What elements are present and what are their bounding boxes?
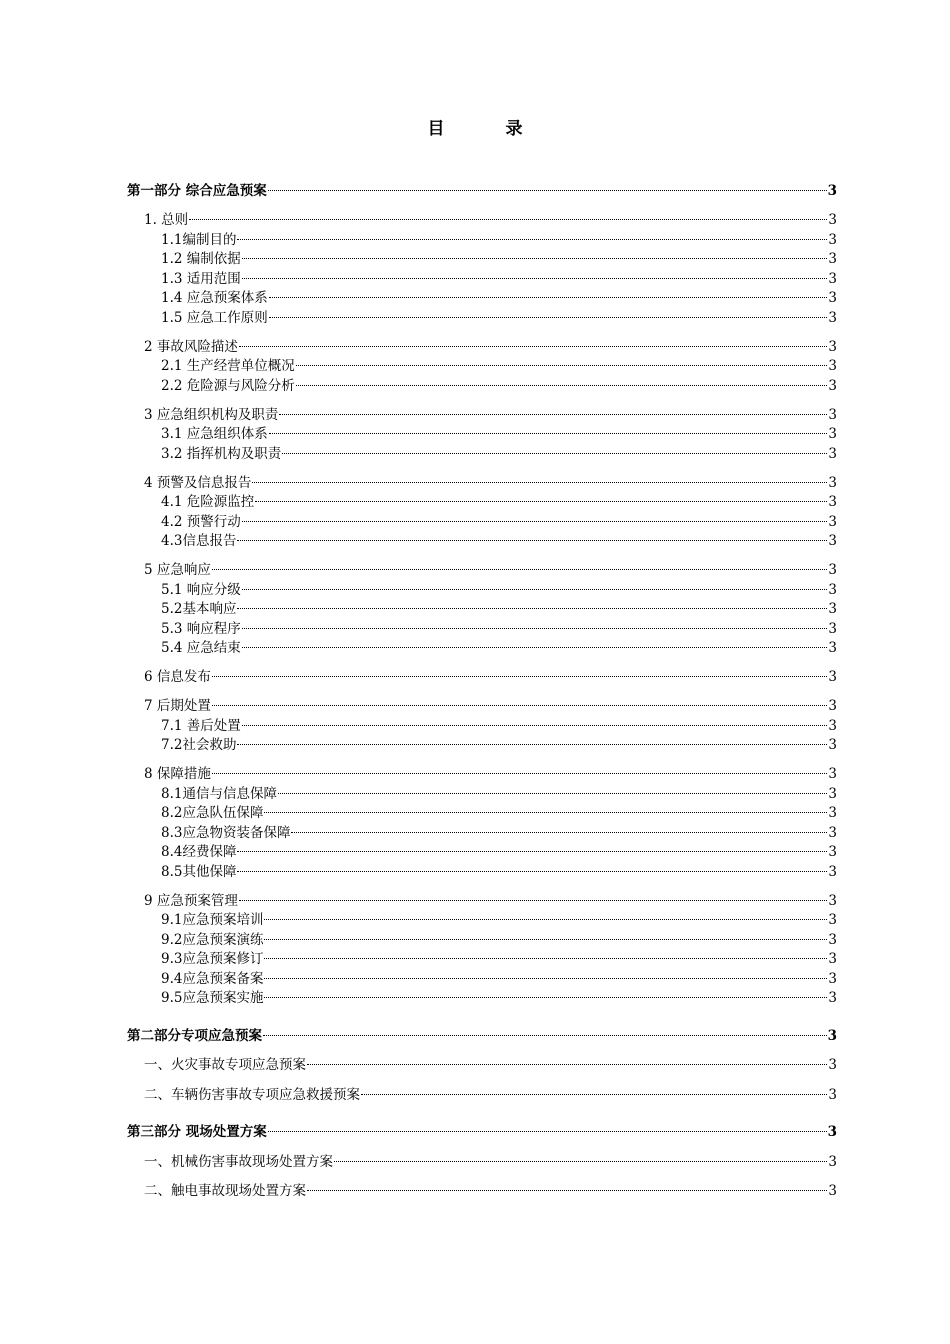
- toc-entry-label: 5.2基本响应: [161, 601, 237, 617]
- toc-dot-leader: [282, 453, 827, 454]
- toc-dot-leader: [239, 346, 828, 347]
- toc-entry-label: 1.5 应急工作原则: [161, 309, 268, 326]
- toc-dot-leader: [237, 239, 827, 240]
- toc-page-number: 3: [828, 1086, 837, 1103]
- toc-entry[interactable]: [127, 1086, 837, 1106]
- toc-entry[interactable]: [127, 931, 837, 951]
- toc-page-number: 3: [828, 406, 837, 423]
- toc-page-number: 3: [828, 951, 837, 967]
- toc-entry[interactable]: [127, 639, 837, 659]
- toc-entry-label: 第三部分 现场处置方案: [127, 1124, 267, 1140]
- toc-entry[interactable]: [127, 493, 837, 513]
- toc-entry-label: 9.2应急预案演练: [161, 931, 264, 948]
- toc-page-number: 3: [827, 183, 837, 199]
- toc-dot-leader: [237, 744, 827, 745]
- toc-entry-label: 7.2社会救助: [161, 737, 237, 753]
- toc-dot-leader: [237, 540, 827, 541]
- toc-entry[interactable]: [127, 406, 837, 426]
- toc-page-number: 3: [828, 737, 837, 753]
- toc-entry[interactable]: [127, 668, 837, 688]
- toc-page-number: 3: [828, 270, 837, 287]
- toc-page-number: 3: [828, 717, 837, 734]
- toc-entry[interactable]: [127, 270, 837, 290]
- toc-page-number: 3: [828, 931, 837, 948]
- toc-entry[interactable]: [127, 736, 837, 756]
- toc-dot-leader: [255, 501, 827, 502]
- toc-page-number: 3: [828, 309, 837, 326]
- toc-entry[interactable]: [127, 445, 837, 465]
- toc-entry-label: 4.3信息报告: [161, 533, 237, 549]
- toc-entry[interactable]: [127, 892, 837, 912]
- toc-dot-leader: [279, 414, 827, 415]
- toc-page-number: 3: [828, 844, 837, 860]
- toc-entry[interactable]: [127, 697, 837, 717]
- toc-dot-leader: [269, 433, 828, 434]
- toc-dot-leader: [264, 958, 827, 959]
- toc-dot-leader: [242, 647, 828, 648]
- toc-dot-leader: [242, 521, 828, 522]
- toc-entry[interactable]: [127, 425, 837, 445]
- toc-entry[interactable]: [127, 532, 837, 552]
- toc-page-number: 3: [828, 698, 837, 714]
- toc-entry[interactable]: [127, 911, 837, 931]
- toc-page-number: 3: [828, 494, 837, 510]
- toc-page-number: 3: [828, 912, 837, 928]
- toc-dot-leader: [291, 832, 827, 833]
- toc-dot-leader: [242, 589, 828, 590]
- toc-entry-label: 1.3 适用范围: [161, 270, 241, 287]
- toc-page-number: 3: [828, 1153, 837, 1170]
- toc-entry-label: 一、机械伤害事故现场处置方案: [144, 1153, 333, 1170]
- toc-entry-label: 9.3应急预案修订: [161, 951, 264, 967]
- toc-entry-label: 2 事故风险描述: [144, 338, 238, 355]
- toc-dot-leader: [242, 258, 828, 259]
- toc-entry-label: 4 预警及信息报告: [144, 474, 252, 491]
- toc-page-number: 3: [827, 1027, 837, 1044]
- toc-dot-leader: [361, 1094, 827, 1095]
- toc-entry[interactable]: [127, 824, 837, 844]
- toc-page-number: 3: [828, 212, 837, 228]
- toc-entry-label: 4.1 危险源监控: [161, 494, 255, 510]
- toc-entry[interactable]: [127, 474, 837, 494]
- toc-entry[interactable]: [127, 843, 837, 863]
- toc-entry[interactable]: [127, 804, 837, 824]
- toc-entry-label: 8.3应急物资装备保障: [161, 824, 291, 841]
- toc-page-number: 3: [828, 620, 837, 637]
- toc-page-number: 3: [828, 824, 837, 841]
- toc-dot-leader: [237, 851, 827, 852]
- toc-dot-leader: [307, 1064, 827, 1065]
- toc-entry-label: 第一部分 综合应急预案: [127, 183, 267, 199]
- toc-entry[interactable]: [127, 950, 837, 970]
- toc-entry[interactable]: [127, 765, 837, 785]
- toc-entry-label: 二、车辆伤害事故专项应急救援预案: [144, 1086, 360, 1103]
- toc-entry-label: 2.2 危险源与风险分析: [161, 377, 295, 394]
- toc-entry-label: 3 应急组织机构及职责: [144, 406, 279, 423]
- toc-page-number: 3: [827, 1124, 837, 1140]
- toc-entry[interactable]: [127, 863, 837, 883]
- toc-dot-leader: [263, 1035, 827, 1036]
- toc-entry-label: 5.1 响应分级: [161, 581, 241, 598]
- toc-page-number: 3: [828, 231, 837, 248]
- toc-dot-leader: [269, 297, 828, 298]
- toc-entry-label: 1.1编制目的: [161, 231, 237, 248]
- toc-entry-label: 8.2应急队伍保障: [161, 805, 264, 821]
- toc-entry[interactable]: [127, 357, 837, 377]
- toc-entry[interactable]: [127, 1123, 837, 1143]
- toc-entry-label: 8.1通信与信息保障: [161, 785, 277, 802]
- toc-entry-label: 8 保障措施: [144, 766, 211, 782]
- toc-dot-leader: [212, 676, 828, 677]
- toc-entry[interactable]: [127, 1027, 837, 1047]
- toc-page-number: 3: [828, 251, 837, 267]
- toc-entry-label: 1.4 应急预案体系: [161, 290, 268, 306]
- toc-dot-leader: [237, 608, 827, 609]
- toc-dot-leader: [264, 812, 827, 813]
- toc-entry-label: 一、火灾事故专项应急预案: [144, 1057, 306, 1073]
- toc-entry-label: 9 应急预案管理: [144, 892, 238, 909]
- toc-page-number: 3: [828, 377, 837, 394]
- toc-page-number: 3: [828, 581, 837, 598]
- toc-entry-label: 4.2 预警行动: [161, 513, 241, 530]
- toc-dot-leader: [212, 773, 828, 774]
- toc-page-number: 3: [828, 474, 837, 491]
- toc-dot-leader: [242, 278, 828, 279]
- toc-page-number: 3: [828, 669, 837, 685]
- toc-entry[interactable]: [127, 561, 837, 581]
- toc-dot-leader: [237, 871, 827, 872]
- toc-dot-leader: [296, 365, 828, 366]
- toc-dot-leader: [252, 482, 827, 483]
- toc-page-number: 3: [828, 766, 837, 782]
- toc-entry-label: 9.4应急预案备案: [161, 970, 264, 987]
- toc-entry-label: 第二部分专项应急预案: [127, 1027, 262, 1044]
- toc-page-number: 3: [828, 358, 837, 374]
- toc-dot-leader: [242, 725, 828, 726]
- toc-dot-leader: [242, 628, 828, 629]
- toc-entry-label: 2.1 生产经营单位概况: [161, 358, 295, 374]
- toc-entry[interactable]: [127, 338, 837, 358]
- toc-dot-leader: [268, 1131, 827, 1132]
- toc-entry[interactable]: [127, 250, 837, 270]
- toc-dot-leader: [269, 317, 828, 318]
- toc-entry-label: 5.3 响应程序: [161, 620, 241, 637]
- toc-dot-leader: [268, 190, 827, 191]
- toc-entry[interactable]: [127, 989, 837, 1009]
- toc-entry[interactable]: [127, 620, 837, 640]
- toc-entry[interactable]: [127, 600, 837, 620]
- toc-entry[interactable]: [127, 377, 837, 397]
- toc-page-number: 3: [828, 785, 837, 802]
- toc-entry[interactable]: [127, 1182, 837, 1202]
- toc-dot-leader: [278, 793, 827, 794]
- toc-dot-leader: [296, 385, 828, 386]
- toc-entry-label: 8.4经费保障: [161, 844, 237, 860]
- toc-page-number: 3: [828, 805, 837, 821]
- toc-page-number: 3: [828, 892, 837, 909]
- toc-dot-leader: [264, 939, 827, 940]
- toc-entry[interactable]: [127, 785, 837, 805]
- toc-entry-label: 9.1应急预案培训: [161, 912, 264, 928]
- toc-dot-leader: [334, 1161, 827, 1162]
- toc-entry-label: 7.1 善后处置: [161, 717, 241, 734]
- toc-entry-label: 8.5其他保障: [161, 863, 237, 880]
- toc-entry[interactable]: [127, 289, 837, 309]
- toc-page-number: 3: [828, 990, 837, 1006]
- toc-entry-label: 3.1 应急组织体系: [161, 426, 268, 442]
- toc-entry[interactable]: [127, 309, 837, 329]
- toc-page-number: 3: [828, 640, 837, 656]
- toc-dot-leader: [264, 978, 827, 979]
- toc-page-number: 3: [828, 445, 837, 462]
- table-of-contents: [127, 182, 837, 1202]
- toc-entry-label: 6 信息发布: [144, 669, 211, 685]
- toc-page-number: 3: [828, 426, 837, 442]
- toc-entry[interactable]: [127, 1153, 837, 1173]
- toc-entry[interactable]: [127, 513, 837, 533]
- toc-dot-leader: [212, 569, 828, 570]
- toc-page-number: 3: [828, 513, 837, 530]
- toc-dot-leader: [189, 219, 827, 220]
- toc-page-number: 3: [828, 601, 837, 617]
- toc-entry[interactable]: [127, 231, 837, 251]
- toc-page-number: 3: [828, 338, 837, 355]
- toc-page-number: 3: [828, 1057, 837, 1073]
- toc-entry[interactable]: [127, 211, 837, 231]
- toc-entry[interactable]: [127, 970, 837, 990]
- toc-entry-label: 二、触电事故现场处置方案: [144, 1183, 306, 1199]
- toc-entry-label: 1.2 编制依据: [161, 251, 241, 267]
- toc-entry-label: 1. 总则: [144, 212, 189, 228]
- toc-entry[interactable]: [127, 182, 837, 202]
- toc-page-number: 3: [828, 562, 837, 578]
- toc-page-number: 3: [828, 863, 837, 880]
- toc-page-number: 3: [828, 970, 837, 987]
- toc-title: 目 录: [427, 119, 545, 139]
- toc-entry[interactable]: [127, 581, 837, 601]
- toc-entry-label: 3.2 指挥机构及职责: [161, 445, 282, 462]
- toc-dot-leader: [264, 997, 827, 998]
- toc-entry-label: 9.5应急预案实施: [161, 990, 264, 1006]
- toc-page-number: 3: [828, 290, 837, 306]
- toc-page-number: 3: [828, 533, 837, 549]
- toc-dot-leader: [264, 919, 827, 920]
- toc-entry[interactable]: [127, 717, 837, 737]
- toc-dot-leader: [307, 1190, 827, 1191]
- toc-entry-label: 7 后期处置: [144, 698, 211, 714]
- toc-dot-leader: [239, 900, 828, 901]
- toc-entry[interactable]: [127, 1056, 837, 1076]
- toc-dot-leader: [212, 705, 828, 706]
- toc-entry-label: 5 应急响应: [144, 562, 211, 578]
- toc-page-number: 3: [828, 1183, 837, 1199]
- toc-entry-label: 5.4 应急结束: [161, 640, 241, 656]
